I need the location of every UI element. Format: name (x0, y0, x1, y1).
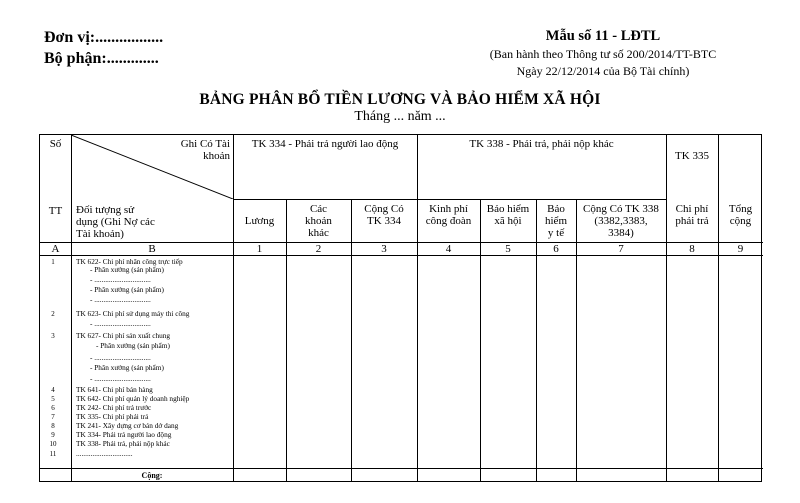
row-number: 5 (51, 395, 55, 403)
col-index-1: 1 (256, 243, 263, 255)
unit-field: Đơn vị:................. (44, 29, 164, 46)
col-index-5: 5 (505, 243, 511, 255)
row-label: - ............................... (90, 295, 151, 304)
row-label: TK 642- Chi phí quản lý doanh nghiệp (76, 394, 190, 403)
col-index-8: 8 (689, 243, 695, 255)
row-label: - ............................... (90, 374, 151, 383)
row-label: TK 334- Phải trả người lao động (76, 430, 172, 439)
row-label: TK 623- Chi phí sử dụng máy thi công (76, 309, 190, 318)
header-cong-co-334: Cộng Có TK 334 (364, 203, 404, 227)
row-label: - ............................... (90, 353, 151, 362)
header-bhxh: Bảo hiểm xã hội (486, 203, 530, 227)
col-index-7: 7 (618, 243, 624, 255)
period-line: Tháng ... năm ... (354, 109, 446, 124)
row-label: TK 641- Chi phí bán hàng (76, 385, 153, 394)
issued-line-1: (Ban hành theo Thông tư số 200/2014/TT-BTC (489, 47, 717, 61)
issued-line-2: Ngày 22/12/2014 của Bộ Tài chính) (516, 64, 690, 78)
total-label: Cộng: (141, 471, 163, 480)
row-label: - ............................... (90, 275, 151, 284)
row-number: 1 (51, 258, 55, 266)
col-index-a: A (51, 243, 60, 255)
row-label: TK 242- Chi phí trả trước (76, 403, 152, 412)
header-tong-cong: Tổng cộng (728, 203, 753, 227)
row-number: 6 (51, 404, 55, 412)
col-divider (233, 135, 234, 481)
row-number: 4 (51, 386, 55, 394)
col-index-9: 9 (737, 243, 744, 255)
allocation-table (39, 134, 762, 482)
col-index-2: 2 (315, 243, 322, 255)
row-number: 7 (51, 413, 55, 421)
form-number: Mẫu số 11 - LĐTL (545, 28, 661, 44)
row-label: - Phân xưởng (sản phẩm) (96, 341, 170, 350)
header-cong-co-338: Cộng Có TK 338 (3382,3383, 3384) (583, 203, 659, 239)
header-tk334: TK 334 - Phải trả người lao động (251, 138, 399, 150)
row-label: ............................... (76, 449, 133, 458)
header-tk338: TK 338 - Phải trả, phải nộp khác (469, 138, 614, 150)
col-divider (666, 135, 667, 481)
department-field: Bộ phận:............. (44, 50, 159, 67)
header-left (44, 27, 163, 69)
header-bhyt: Bảo hiểm y tế (545, 203, 567, 239)
row-label: TK 622- Chi phí nhân công trực tiếp (76, 257, 183, 266)
header-cac-khoan-khac: Các khoản khác (305, 203, 332, 239)
header-doi-tuong: Đối tượng sử dụng (Ghi Nợ các Tài khoản) (76, 204, 155, 240)
row-label: - Phân xưởng (sản phẩm) (90, 363, 164, 372)
header-luong: Lương (244, 215, 275, 227)
col-index-b: B (148, 243, 156, 255)
row-number: 11 (49, 450, 57, 458)
row-label: - Phân xưởng (sản phẩm) (90, 265, 164, 274)
header-right (472, 26, 734, 80)
row-number: 10 (49, 440, 57, 448)
row-label: - Phân xưởng (sản phẩm) (90, 285, 164, 294)
row-divider (40, 255, 763, 256)
row-label: TK 338- Phải trả, phải nộp khác (76, 439, 170, 448)
row-number: 2 (51, 310, 55, 318)
row-label: - ............................... (90, 319, 151, 328)
header-so: Số (49, 138, 62, 150)
row-label: TK 241- Xây dựng cơ bản dở dang (76, 421, 179, 430)
row-divider (233, 199, 666, 200)
header-chi-phi-phai-tra: Chi phí phải trả (675, 203, 709, 227)
document-title: BẢNG PHÂN BỔ TIỀN LƯƠNG VÀ BẢO HIỂM XÃ HỘI (199, 91, 601, 108)
row-number: 9 (51, 431, 55, 439)
row-label: TK 627- Chi phí sản xuất chung (76, 331, 171, 340)
col-divider (417, 135, 418, 481)
col-index-6: 6 (553, 243, 559, 255)
header-ghi-co: Ghi Có Tài khoản (180, 138, 230, 162)
row-number: 3 (51, 332, 55, 340)
header-tt: TT (48, 205, 63, 217)
header-kinh-phi: Kinh phí công đoàn (425, 203, 472, 227)
col-index-3: 3 (381, 243, 387, 255)
row-number: 8 (51, 422, 55, 430)
header-tk335: TK 335 (675, 150, 709, 162)
col-divider (718, 135, 719, 481)
row-label: TK 335- Chi phí phải trả (76, 412, 149, 421)
col-index-4: 4 (445, 243, 452, 255)
row-divider (40, 468, 763, 469)
